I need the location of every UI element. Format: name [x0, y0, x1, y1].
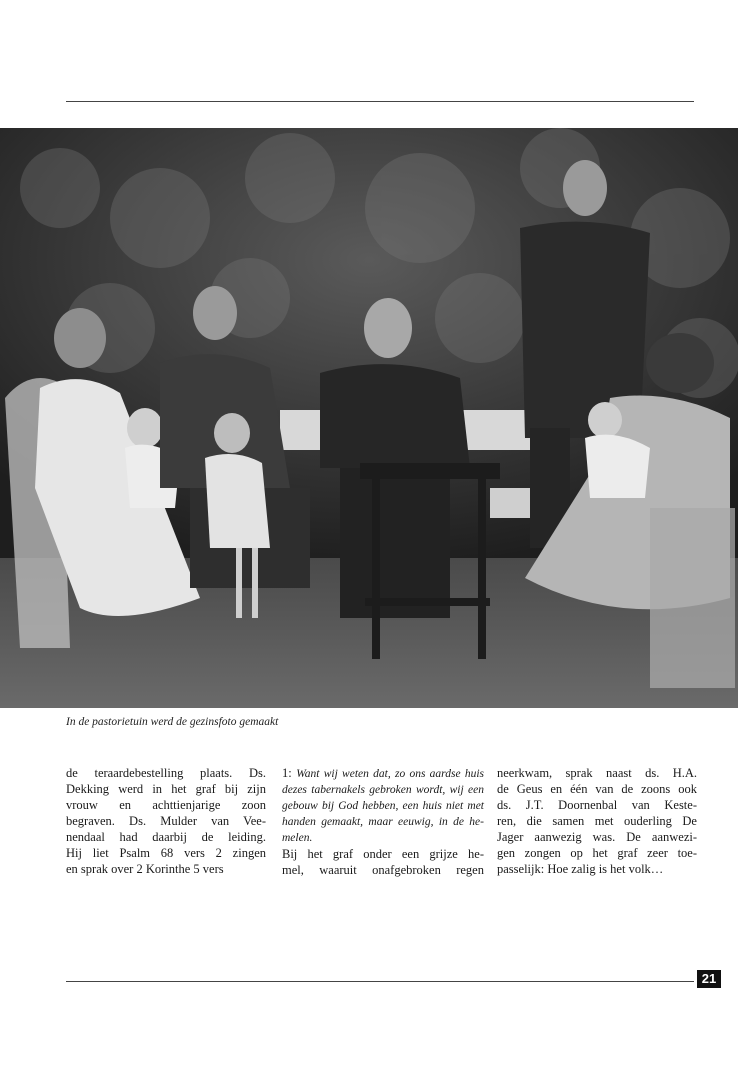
body-line: de Geus en één van de zoons ook [497, 782, 697, 796]
body-line: ren, die samen met ouderling De [497, 814, 697, 828]
body-line: Hij liet Psalm 68 vers 2 zingen [66, 846, 266, 860]
footnote-line [282, 765, 484, 782]
text-column-2 [282, 765, 484, 878]
body-line: mel, waaruit onafgebroken regen [282, 863, 484, 877]
family-photo [0, 128, 738, 708]
body-line: de teraardebestelling plaats. Ds. [66, 766, 266, 780]
text-column-1 [66, 765, 266, 877]
photo-caption: In de pastorietuin werd de gezinsfoto gemaakt [66, 716, 279, 728]
text-column-3 [497, 765, 697, 877]
footnote-line: handen gemaakt, maar eeuwig, in de he- [282, 816, 484, 828]
page-number: 21 [697, 970, 721, 988]
bottom-rule [66, 981, 694, 982]
body-line: ds. J.T. Doornenbal van Keste- [497, 798, 697, 812]
body-line: vrouw en achttienjarige zoon [66, 798, 266, 812]
body-line: en sprak over 2 Korinthe 5 vers [66, 862, 224, 876]
top-rule [66, 101, 694, 102]
body-line: Bij het graf onder een grijze he- [282, 847, 484, 861]
footnote-text: Want wij weten dat, zo ons aardse huis [296, 768, 484, 780]
footnote-line: dezes tabernakels gebroken wordt, wij een [282, 784, 484, 796]
body-line: nendaal had daarbij de leiding. [66, 830, 266, 844]
footnote-line: gebouw bij God hebben, een huis niet met [282, 800, 484, 812]
footnote-line: melen. [282, 832, 313, 844]
body-line: neerkwam, sprak naast ds. H.A. [497, 766, 697, 780]
footnote-number: 1: [282, 766, 292, 780]
body-line: begraven. Ds. Mulder van Vee- [66, 814, 266, 828]
body-line: gen zongen op het graf zeer toe- [497, 846, 697, 860]
body-line: Jager aanwezig was. De aanwezi- [497, 830, 697, 844]
body-line: Dekking werd in het graf bij zijn [66, 782, 266, 796]
body-line: passelijk: Hoe zalig is het volk… [497, 862, 664, 876]
